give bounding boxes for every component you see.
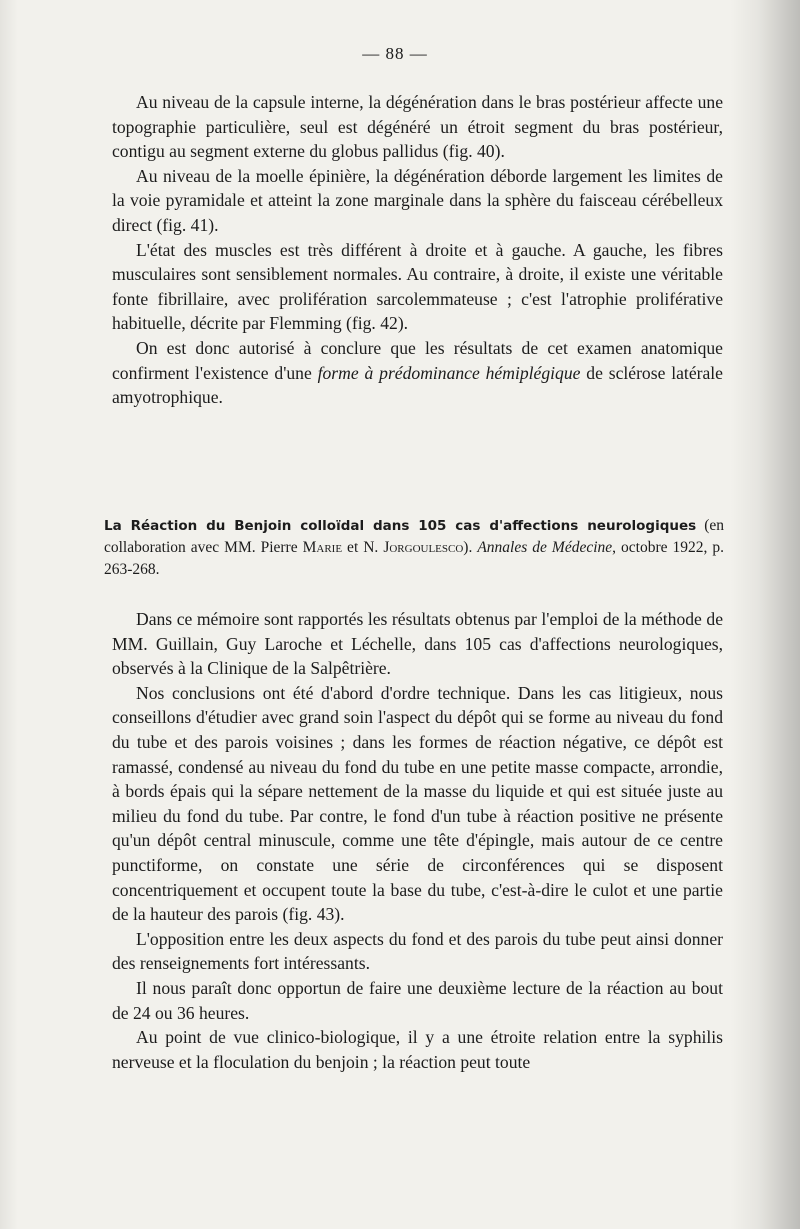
reference-journal: Annales de Médecine	[477, 539, 613, 556]
conclusion-text-after: de sclérose latérale amyotrophique.	[112, 362, 723, 408]
bibliographic-reference	[104, 515, 724, 581]
text-section-benjoin	[112, 607, 723, 1074]
page-number: — 88 —	[362, 44, 428, 63]
paragraph: L'opposition entre les deux aspects du fond et des parois du tube peut ainsi donner des renseignements fort intéressants.	[112, 928, 723, 974]
conclusion-emphasis: forme à prédominance hémiplégique	[317, 362, 581, 383]
conclusion-text-before: On est donc autorisé à conclure que les résultats de cet examen anatomique confirment l'existence d'une	[112, 337, 723, 383]
paragraph: Il nous paraît donc opportun de faire une deuxième lecture de la réaction au bout de 24 ou 36 heures.	[112, 977, 723, 1023]
paragraph: Au niveau de la moelle épinière, la dégénération déborde largement les limites de la voie pyramidale et atteint la zone marginale dans la sphère du faisceau cérébelleux direct (fig. 41).	[112, 165, 723, 235]
paragraph: Au point de vue clinico-biologique, il y a une étroite relation entre la syphilis nerveuse et la floculation du benjoin ; la réaction peut toute	[112, 1027, 723, 1072]
paragraph: L'état des muscles est très différent à droite et à gauche. A gauche, les fibres musculaires sont sensiblement normales. Au contraire, à droite, il existe une véritable fonte fibrillaire, avec prolifération sarcolemmateuse ; c'est l'atrophie proliférative habituelle, décrite par Flemming (fig. 42).	[112, 239, 723, 334]
paragraph: Dans ce mémoire sont rapportés les résultats obtenus par l'emploi de la méthode de MM. Guillain, Guy Laroche et Léchelle, dans 105 cas d'affections neurologiques, observés à la Clinique de la Salpêtrière.	[112, 609, 723, 679]
reference-after-authors: ).	[463, 539, 478, 556]
reference-author-jorgoulesco: Jorgoulesco	[383, 539, 464, 556]
paragraph-conclusion	[112, 336, 723, 410]
paragraph: Nos conclusions ont été d'abord d'ordre technique. Dans les cas litigieux, nous conseillons d'étudier avec grand soin l'aspect du dépôt qui se forme au niveau du fond du tube et des parois voisines ; dans les formes de réaction négative, ce dépôt est ramassé, condensé au niveau du fond du tube en une petite masse compacte, arrondie, à bords épais qui la sépare nettement de la masse du liquide et qui est située juste au milieu du fond du tube. Par contre, le fond d'un tube à réaction positive ne présente qu'un dépôt central minuscule, comme une tête d'épingle, mais autour de ce centre punctiforme, on constate une série de circonférences qui se disposent concentriquement et occupent toute la base du tube, c'est-à-dire le culot et une partie de la hauteur des parois (fig. 43).	[112, 682, 723, 925]
reference-author-sep: et N.	[342, 539, 384, 556]
page-right-shadow	[730, 0, 800, 1229]
reference-date-pages: , octobre 1922, p. 263-268.	[104, 539, 724, 578]
reference-author-marie: Marie	[302, 539, 343, 556]
page-left-edge	[0, 0, 18, 1229]
text-section-degeneration	[112, 90, 723, 410]
paragraph: Au niveau de la capsule interne, la dégénération dans le bras postérieur affecte une topographie particulière, seul est dégénéré un étroit segment du bras postérieur, contigu au segment externe du globus pallidus (fig. 40).	[112, 92, 723, 162]
reference-collab: (en collaboration avec MM. Pierre	[104, 517, 725, 556]
reference-title: La Réaction du Benjoin colloïdal dans 105 cas d'affections neurologiques	[104, 518, 697, 534]
